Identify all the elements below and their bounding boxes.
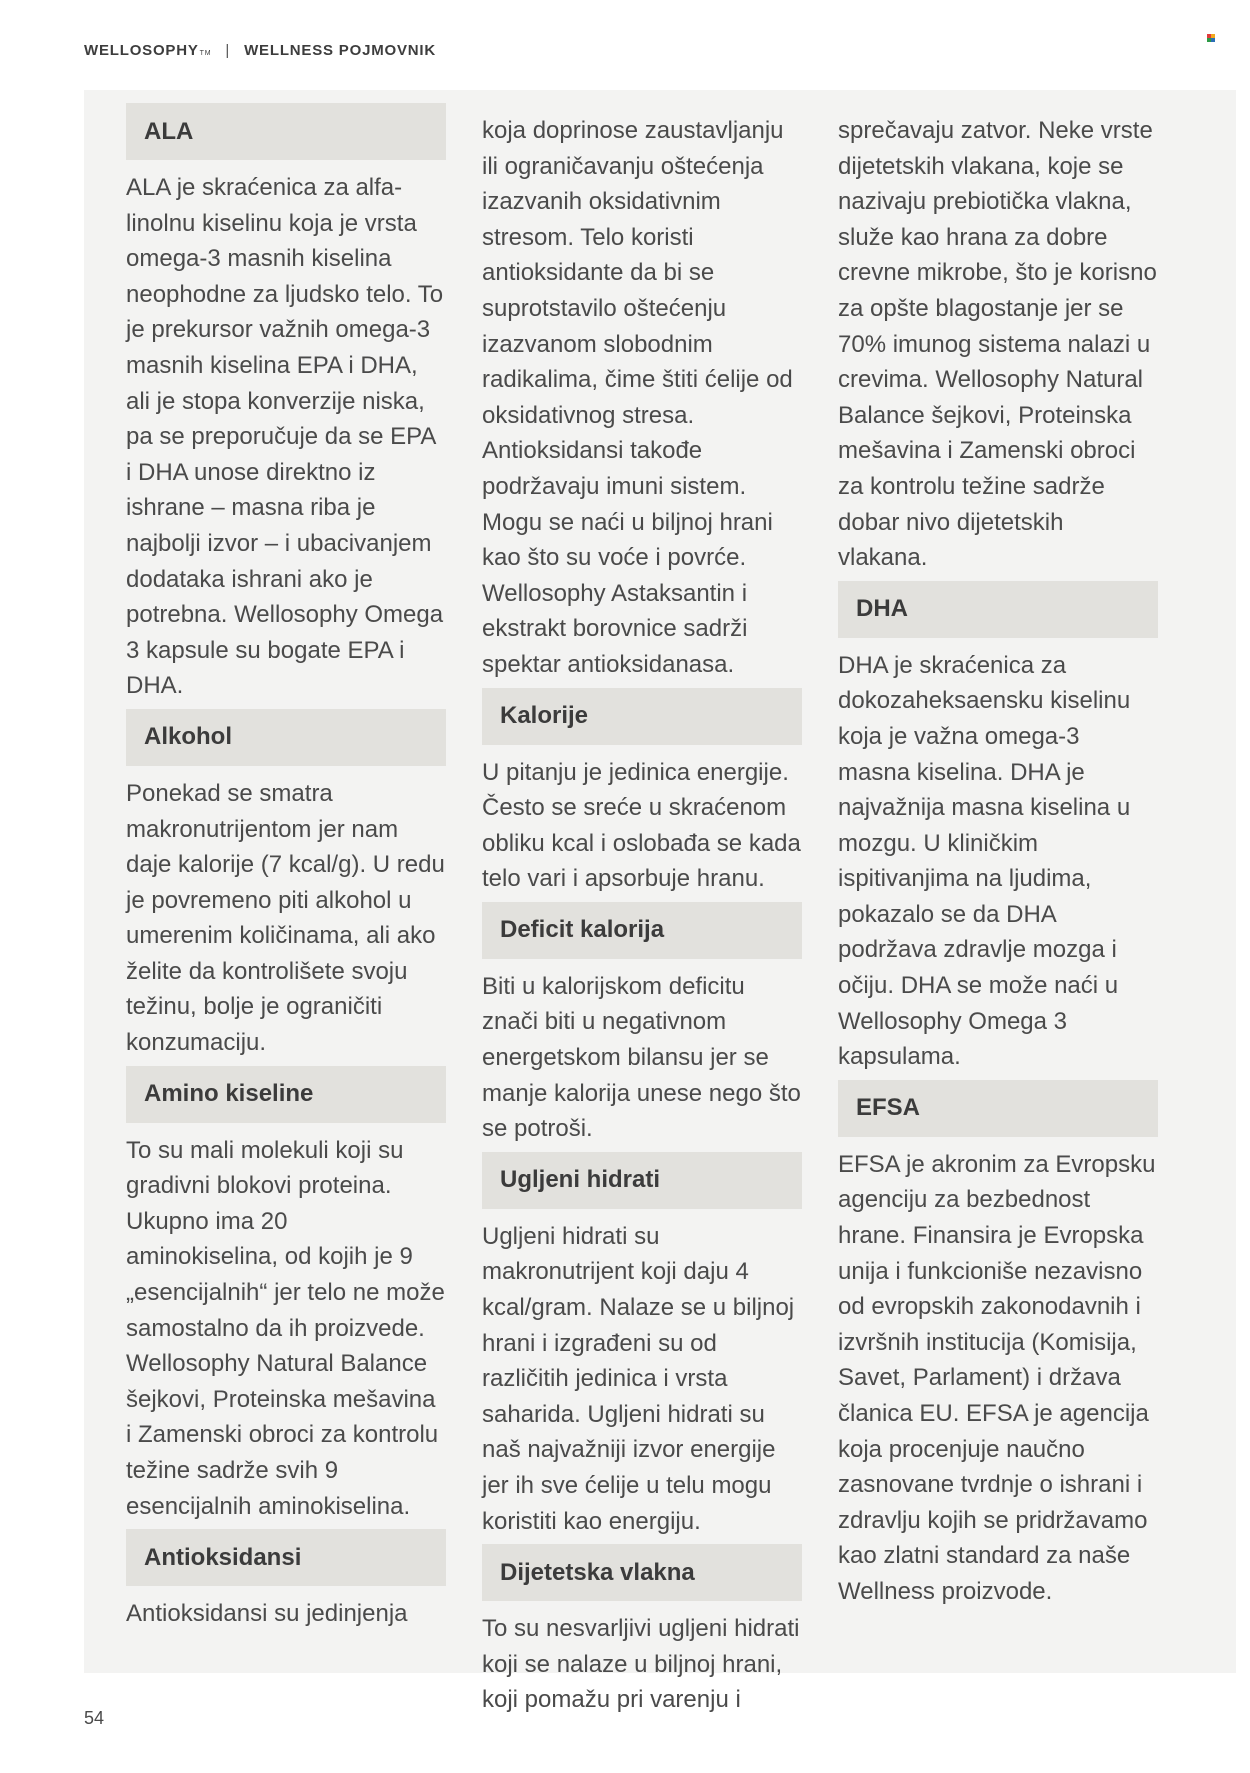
glossary-term-heading: Alkohol	[126, 709, 446, 766]
glossary-term-heading: ALA	[126, 103, 446, 160]
glossary-column-3	[838, 103, 1158, 1615]
glossary-definition: DHA je skraćenica za dokozaheksaensku kiselinu koja je važna omega-3 masna kiselina. DHA je najvažnija masna kiselina u mozgu. U kliničkim ispitivanjima na ljudima, pokazalo se da DHA podržava zdravlje mozga i očiju. DHA se može naći u Wellosophy Omega 3 kapsulama.	[838, 651, 1131, 1071]
glossary-definition: koja doprinose zaustavljanju ili ograničavanju oštećenja izazvanih oksidativnim stresom. Telo koristi antioksidante da bi se suprotstavilo oštećenju izazvanom slobodnim radikalima, čime štiti ćelije od oksidativnog stresa. Antioksidansi takođe podržavaju imuni sistem. Mogu se naći u biljnoj hrani kao što su voće i povrće. Wellosophy Astaksantin i ekstrakt borovnice sadrži spektar antioksidanasa.	[482, 117, 793, 678]
glossary-definition: U pitanju je jedinica energije. Često se sreće u skraćenom obliku kcal i oslobađa se kada telo vari i apsorbuje hranu.	[482, 758, 801, 893]
glossary-definition: sprečavaju zatvor. Neke vrste dijetetskih vlakana, koje se nazivaju prebiotička vlakna, služe kao hrana za dobre crevne mikrobe, što je korisno za opšte blagostanje jer se 70% imunog sistema nalazi u crevima. Wellosophy Natural Balance šejkovi, Proteinska mešavina i Zamenski obroci za kontrolu težine sadrže dobar nivo dijetetskih vlakana.	[838, 117, 1157, 572]
glossary-term-heading: Amino kiseline	[126, 1066, 446, 1123]
glossary-definition: ALA je skraćenica za alfa-linolnu kiselinu koja je vrsta omega-3 masnih kiselina neophodne za ljudsko telo. To je prekursor važnih omega-3 masnih kiselina EPA i DHA, ali je stopa konverzije niska, pa se preporučuje da se EPA i DHA unose direktno iz ishrane – masna riba je najbolji izvor – i ubacivanjem dodataka ishrani ako je potrebna. Wellosophy Omega 3 kapsule su bogate EPA i DHA.	[126, 174, 444, 700]
glossary-column-1	[126, 103, 446, 1637]
brand-name: WELLOSOPHY	[84, 42, 199, 59]
glossary-term-heading: EFSA	[838, 1080, 1158, 1137]
glossary-term-heading: Kalorije	[482, 688, 802, 745]
glossary-definition: To su nesvarljivi ugljeni hidrati koji se nalaze u biljnoj hrani, koji pomažu pri varenju i	[482, 1615, 800, 1714]
page-header	[84, 42, 436, 59]
brand-dots-icon	[1207, 34, 1215, 42]
glossary-term-heading: Ugljeni hidrati	[482, 1152, 802, 1209]
glossary-term-heading: Deficit kalorija	[482, 902, 802, 959]
glossary-term-heading: Antioksidansi	[126, 1529, 446, 1586]
glossary-definition: Ugljeni hidrati su makronutrijent koji daju 4 kcal/gram. Nalaze se u biljnoj hrani i izgrađeni su od različitih jedinica i vrsta saharida. Ugljeni hidrati su naš najvažniji izvor energije jer ih sve ćelije u telu mogu koristiti kao energiju.	[482, 1222, 795, 1535]
glossary-column-2	[482, 103, 802, 1723]
glossary-term-heading: Dijetetska vlakna	[482, 1544, 802, 1601]
glossary-definition: Antioksidansi su jedinjenja	[126, 1600, 408, 1628]
glossary-panel	[84, 90, 1236, 1714]
glossary-definition: To su mali molekuli koji su gradivni blokovi proteina. Ukupno ima 20 aminokiselina, od kojih je 9 „esencijalnih“ jer telo ne može samostalno da ih proizvede. Wellosophy Natural Balance šejkovi, Proteinska mešavina i Zamenski obroci za kontrolu težine sadrže svih 9 esencijalnih aminokiselina.	[126, 1136, 445, 1520]
header-separator: |	[225, 42, 231, 59]
page-number: 54	[84, 1708, 105, 1728]
section-title: WELLNESS POJMOVNIK	[244, 42, 437, 59]
glossary-definition: EFSA je akronim za Evropsku agenciju za bezbednost hrane. Finansira je Evropska unija i funkcioniše nezavisno od evropskih zakonodavnih i izvršnih institucija (Komisija, Savet, Parlament) i država članica EU. EFSA je agencija koja procenjuje naučno zasnovane tvrdnje o ishrani i zdravlju kojih se pridržavamo kao zlatni standard za naše Wellness proizvode.	[838, 1150, 1156, 1605]
glossary-definition: Ponekad se smatra makronutrijentom jer nam daje kalorije (7 kcal/g). U redu je povremeno piti alkohol u umerenim količinama, ali ako želite da kontrolišete svoju težinu, bolje je ograničiti konzumaciju.	[126, 779, 445, 1057]
glossary-term-heading: DHA	[838, 581, 1158, 638]
glossary-definition: Biti u kalorijskom deficitu znači biti u negativnom energetskom bilansu jer se manje kalorija unese nego što se potroši.	[482, 972, 801, 1143]
brand-trademark: TM	[199, 50, 212, 57]
